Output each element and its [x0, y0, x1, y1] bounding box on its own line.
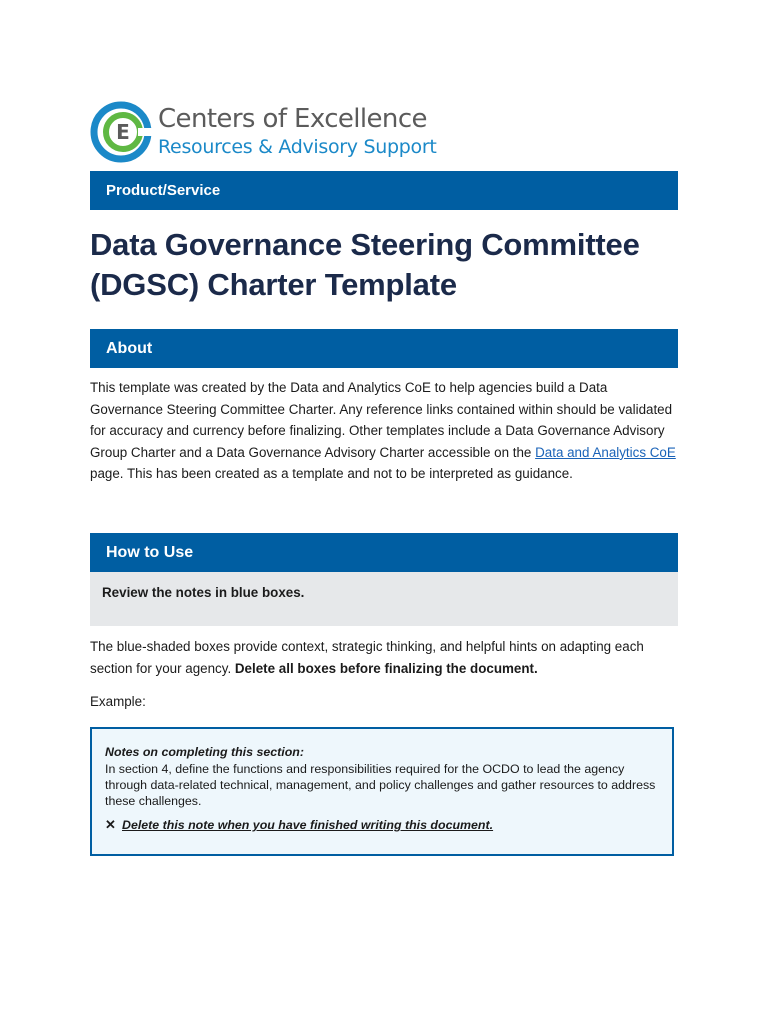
product-service-banner — [90, 171, 678, 210]
about-paragraph — [90, 377, 680, 485]
logo-mark-letter: E — [116, 120, 130, 144]
how-to-use-heading: How to Use — [106, 543, 194, 561]
usage-text: The blue-shaded boxes provide context, strategic thinking, and helpful hints on adapting each section for your agency. — [90, 639, 644, 676]
note-body: In section 4, define the functions and responsibilities required for the OCDO to lead the agency through data-related technical, management, and policy challenges and gather resources to address these challenges. — [105, 762, 656, 808]
about-heading: About — [106, 339, 153, 357]
about-text-before-link: This template was created by the Data and Analytics CoE to help agencies build a Data Governance Steering Committee Charter. Any reference links contained within should be validated for accuracy and currency before finalizing. Other templates include a Data Governance Advisory Group Charter and a Data Governance Advisory Charter accessible on the — [90, 380, 673, 460]
logo-title: Centers of Excellence — [158, 104, 427, 134]
data-analytics-coe-link[interactable]: Data and Analytics CoE — [535, 444, 676, 460]
example-note-box — [90, 727, 674, 856]
review-notes-box — [90, 572, 678, 626]
note-delete-line — [105, 817, 660, 833]
review-notes-text: Review the notes in blue boxes. — [102, 585, 305, 600]
note-heading: Notes on completing this section: — [105, 745, 304, 759]
usage-bold-text: Delete all boxes before finalizing the document. — [234, 660, 538, 676]
close-icon: ✕ — [105, 817, 116, 832]
about-text-after-link: page. This has been created as a template and not to be interpreted as guidance. — [90, 466, 573, 482]
coe-logo — [90, 100, 437, 164]
about-banner — [90, 329, 678, 368]
coe-logo-mark-icon — [90, 101, 152, 163]
example-label: Example: — [90, 694, 146, 709]
note-delete-text: Delete this note when you have finished writing this document. — [122, 818, 494, 832]
document-title: Data Governance Steering Committee (DGSC) Charter Template — [90, 227, 640, 302]
usage-paragraph — [90, 636, 680, 679]
how-to-use-banner — [90, 533, 678, 572]
logo-subtitle: Resources & Advisory Support — [158, 136, 437, 158]
product-service-label: Product/Service — [106, 182, 221, 199]
